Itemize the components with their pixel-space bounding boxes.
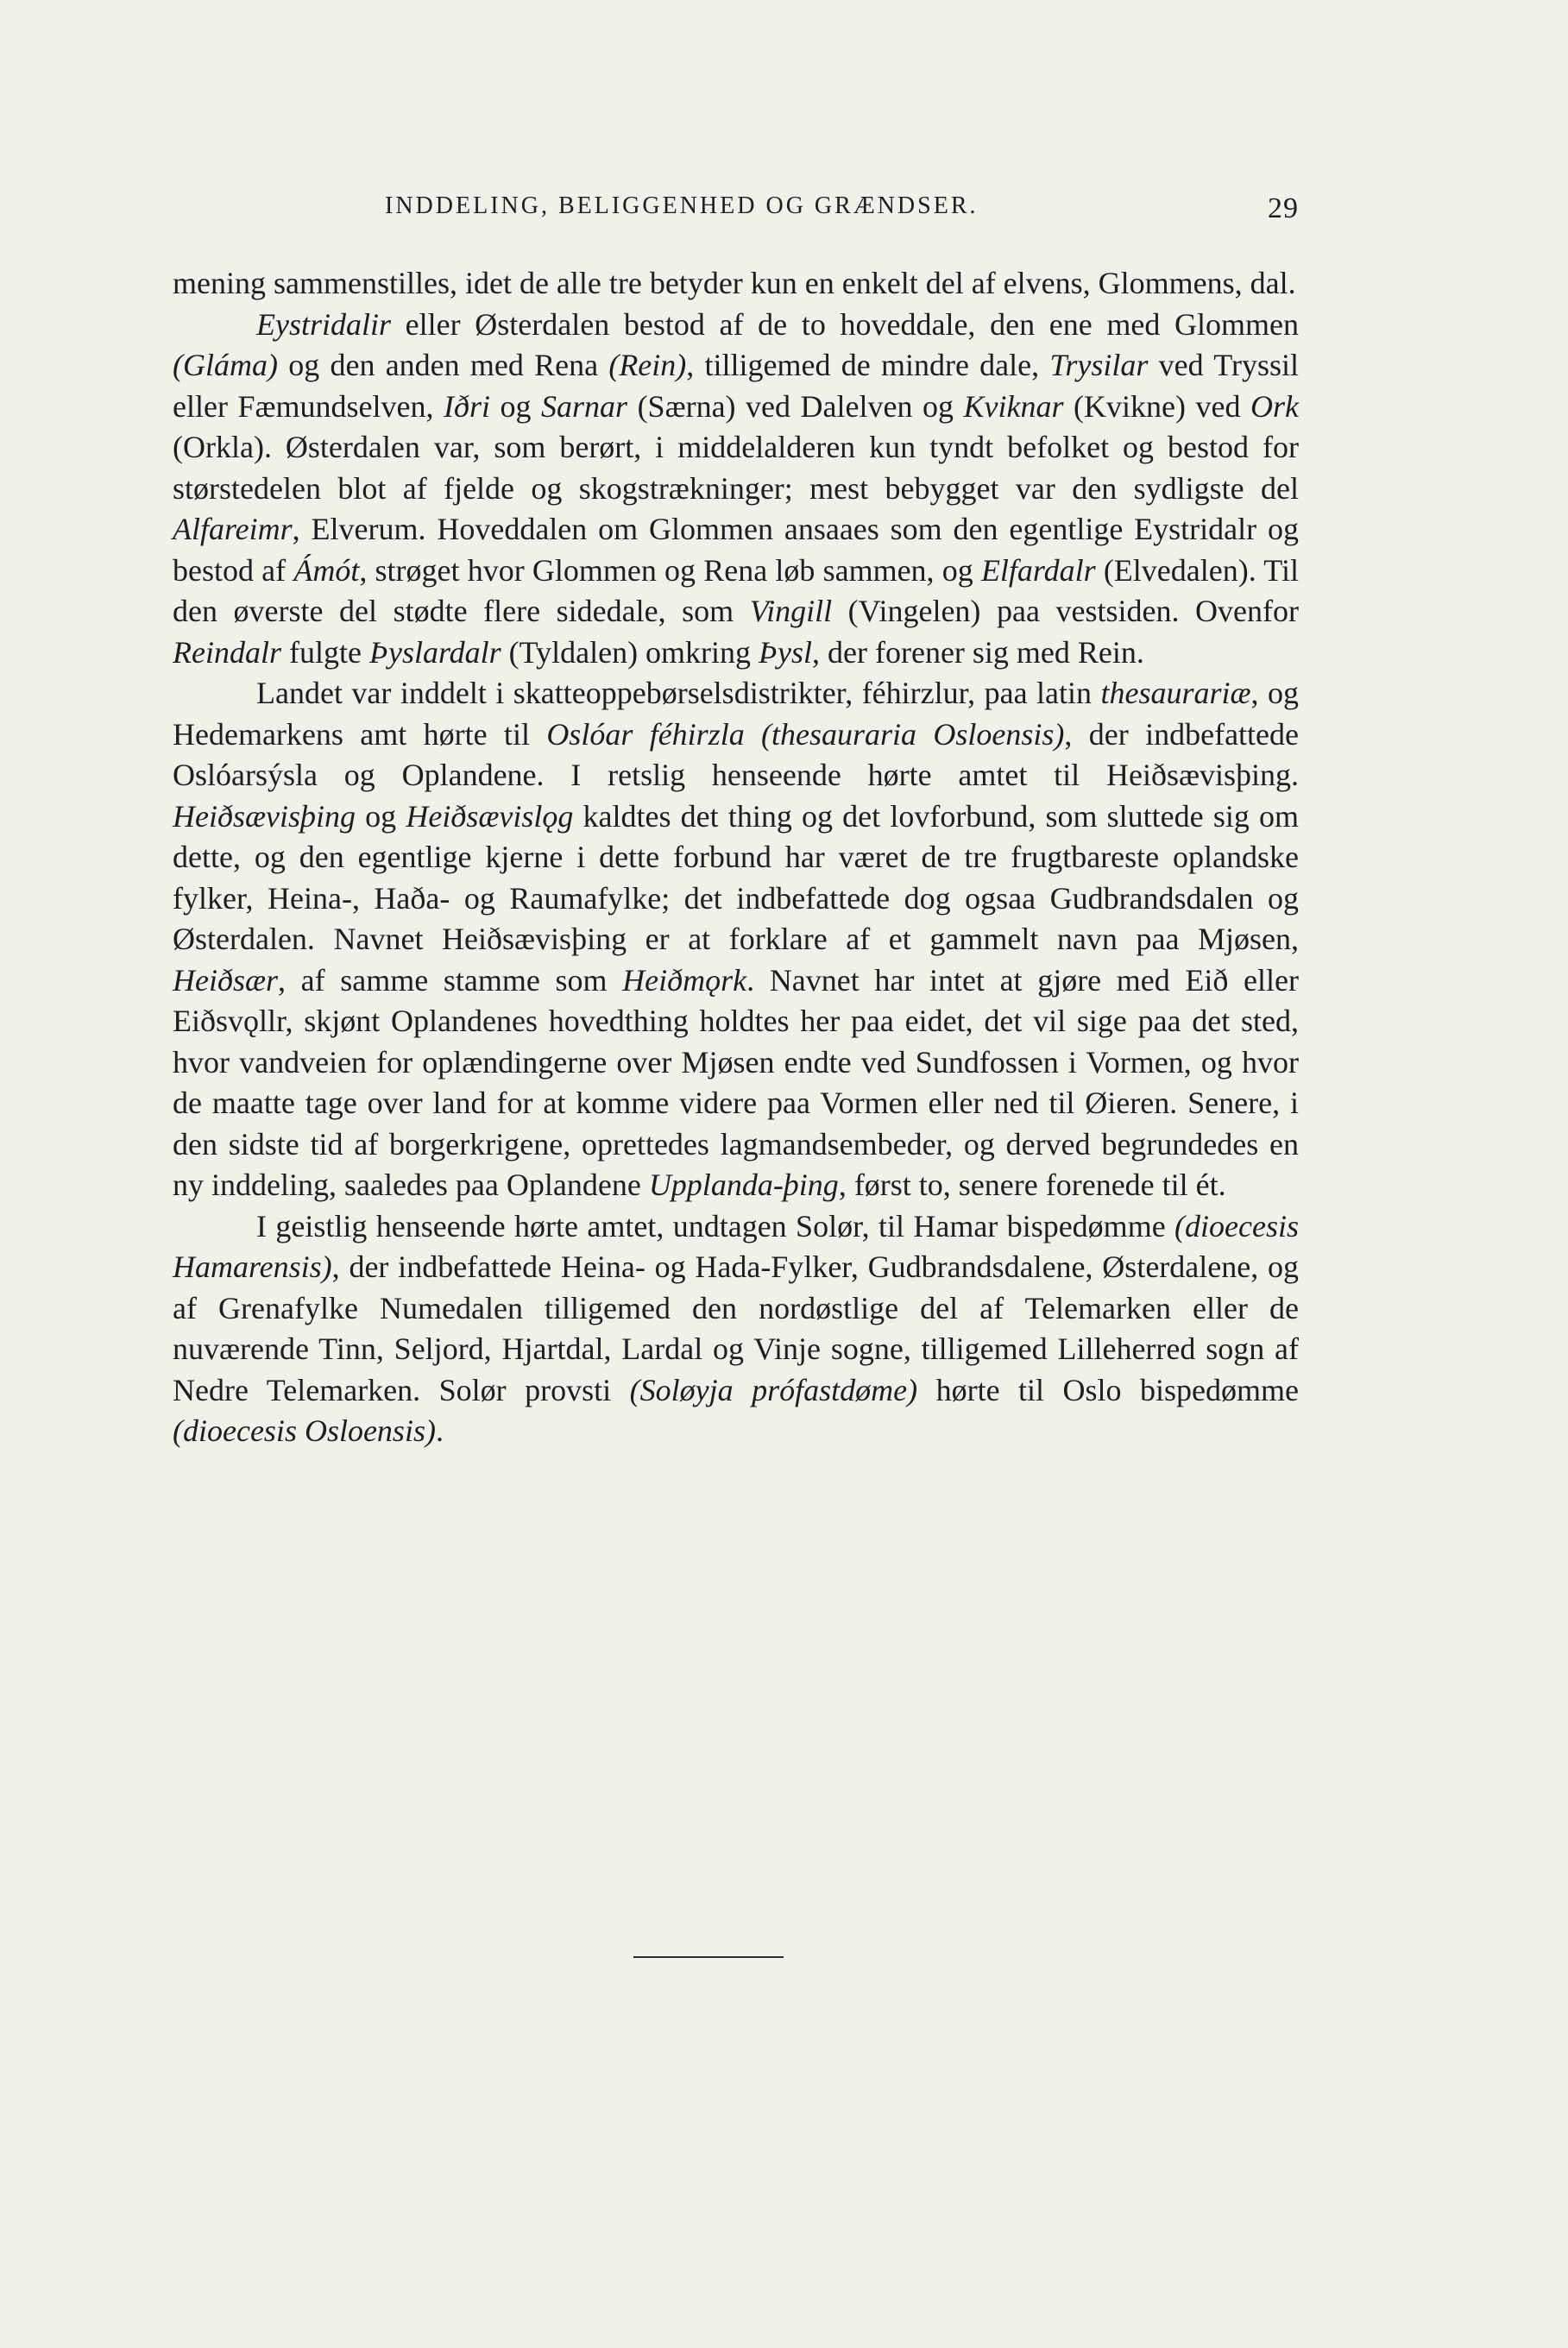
term-italic: (Rein) <box>608 348 687 382</box>
term-italic: (dioecesis Osloensis) <box>173 1413 436 1448</box>
text-span: kaldtes det thing og det lovforbund, som sluttede sig om dette, og den egentlige kjerne i dette forbund har været de tre frugtbareste oplandske fylker, Heina-, Haða- og Raumafylke; det indbefattede dog ogsaa Gudbrandsdalen og Østerdalen. Navnet Heiðsævisþing er at forklare af et gammelt navn paa Mjøsen, <box>173 798 1300 956</box>
term-italic: Þyslardalr <box>368 634 501 670</box>
text-span: og den anden med Rena <box>277 348 609 382</box>
running-title: INDDELING, BELIGGENHED OG GRÆNDSER. <box>385 192 979 219</box>
text-span: , der indbefattede Oslóarsýsla og Oplandene. I retslig henseende hørte amtet til Heiðsævisþing. <box>173 716 1300 792</box>
text-span: . Navnet har intet at gjøre med Eið eller Eiðsvǫllr, skjønt Oplandenes hovedthing holdtes her paa eidet, det vil sige paa det sted, hvor vandveien for oplændingerne over Mjøsen endte ved Sundfossen i Vormen, og hvor de maatte tage over land for at komme videre paa Vormen eller ned til Øieren. Senere, i den sidste tid af borgerkrigene, oprettedes lagmandsembeder, og derved begrundedes en ny inddeling, saaledes paa Oplandene <box>173 962 1300 1202</box>
text-span: , først to, senere forenede til ét. <box>838 1168 1226 1202</box>
term-italic: Reindalr <box>173 634 281 670</box>
page-number: 29 <box>1268 192 1299 224</box>
term-italic: Oslóar féhirzla (thesauraria Osloensis) <box>546 716 1065 752</box>
text-span: (Særna) ved Dalelven og <box>627 388 964 424</box>
text-span: ved Tryssil eller Fæmundselven, <box>173 348 1299 424</box>
text-span: (Vingelen) paa vestsiden. Ovenfor <box>832 594 1299 628</box>
text-span: (Elvedalen). Til den øverste del stødte flere sidedale, som <box>173 552 1299 628</box>
text-span: (Tyldalen) omkring <box>501 634 759 670</box>
term-italic: Þysl <box>759 634 813 670</box>
paragraph-geistlig <box>173 1206 1299 1452</box>
term-italic: Heiðsær <box>173 962 279 998</box>
paragraph-eystridalir <box>173 305 1299 674</box>
text-span: , og Hedemarkens amt hørte til <box>173 676 1300 752</box>
term-italic: Trysilar <box>1049 348 1149 382</box>
term-italic: Heiðmǫrk <box>622 962 747 998</box>
term-italic: Vingill <box>749 594 833 628</box>
running-head <box>173 192 1299 230</box>
term-italic: Iðri <box>443 388 490 424</box>
text-span: , af samme stamme som <box>278 962 623 998</box>
text-span: Landet var inddelt i skatteoppebørselsdistrikter, féhirzlur, paa latin <box>256 676 1101 710</box>
text-span: , der forener sig med Rein. <box>812 634 1144 670</box>
term-italic: Heiðsævislǫg <box>406 798 574 834</box>
text-span: fulgte <box>280 634 369 670</box>
text-span: og <box>489 388 542 424</box>
text-span: I geistlig henseende hørte amtet, undtagen Solør, til Hamar bispedømme <box>256 1208 1175 1243</box>
term-italic: (Soløyja prófastdøme) <box>629 1372 918 1407</box>
term-italic: (dioecesis Hamarensis) <box>173 1208 1299 1284</box>
term-italic: thesaurariæ <box>1100 676 1251 710</box>
term-italic: Elfardalr <box>980 552 1096 588</box>
text-span: eller Østerdalen bestod af de to hoveddale, den ene med Glommen <box>391 306 1299 342</box>
term-italic: (Gláma) <box>173 348 278 382</box>
term-italic: Ork <box>1250 388 1299 424</box>
term-italic: Eystridalir <box>256 306 392 342</box>
text-span: , der indbefattede Heina- og Hada-Fylker, Gudbrandsdalene, Østerdalene, og af Grenafylke Numedalen tilligemed den nordøstlige del af Telemarken eller de nuværende Tinn, Seljord, Hjartdal, Lardal og Vinje sogne, tilligemed Lilleherred sogn af Nedre Telemarken. Solør provsti <box>173 1250 1299 1407</box>
text-span: (Kvikne) ved <box>1063 388 1250 424</box>
term-italic: Kviknar <box>963 388 1064 424</box>
term-italic: Heiðsævisþing <box>173 798 356 834</box>
paragraph-landet <box>173 673 1299 1206</box>
text-span: , tilligemed de mindre dale, <box>686 348 1050 382</box>
text-span: hørte til Oslo bispedømme <box>917 1372 1299 1407</box>
section-end-rule <box>633 1956 784 1958</box>
body-text <box>173 263 1299 1452</box>
text-span: , strøget hvor Glommen og Rena løb sammen, og <box>359 552 981 588</box>
term-italic: Alfareimr <box>173 512 293 546</box>
term-italic: Ámót <box>293 552 360 588</box>
term-italic: Upplanda-þing <box>648 1168 839 1202</box>
paragraph-continuation <box>173 263 1299 305</box>
text-span: mening sammenstilles, idet de alle tre betyder kun en enkelt del af elvens, Glommens, dal. <box>173 266 1296 300</box>
term-italic: Sarnar <box>541 388 628 424</box>
text-span: , Elverum. Hoveddalen om Glommen ansaaes som den egentlige Eystridalr og bestod af <box>173 512 1299 588</box>
text-span: (Orkla). Østerdalen var, som berørt, i middelalderen kun tyndt befolket og bestod for størstedelen blot af fjelde og skogstrækninger; mest bebygget var den sydligste del <box>173 430 1299 506</box>
text-span: . <box>435 1413 444 1448</box>
text-span: og <box>356 798 406 834</box>
